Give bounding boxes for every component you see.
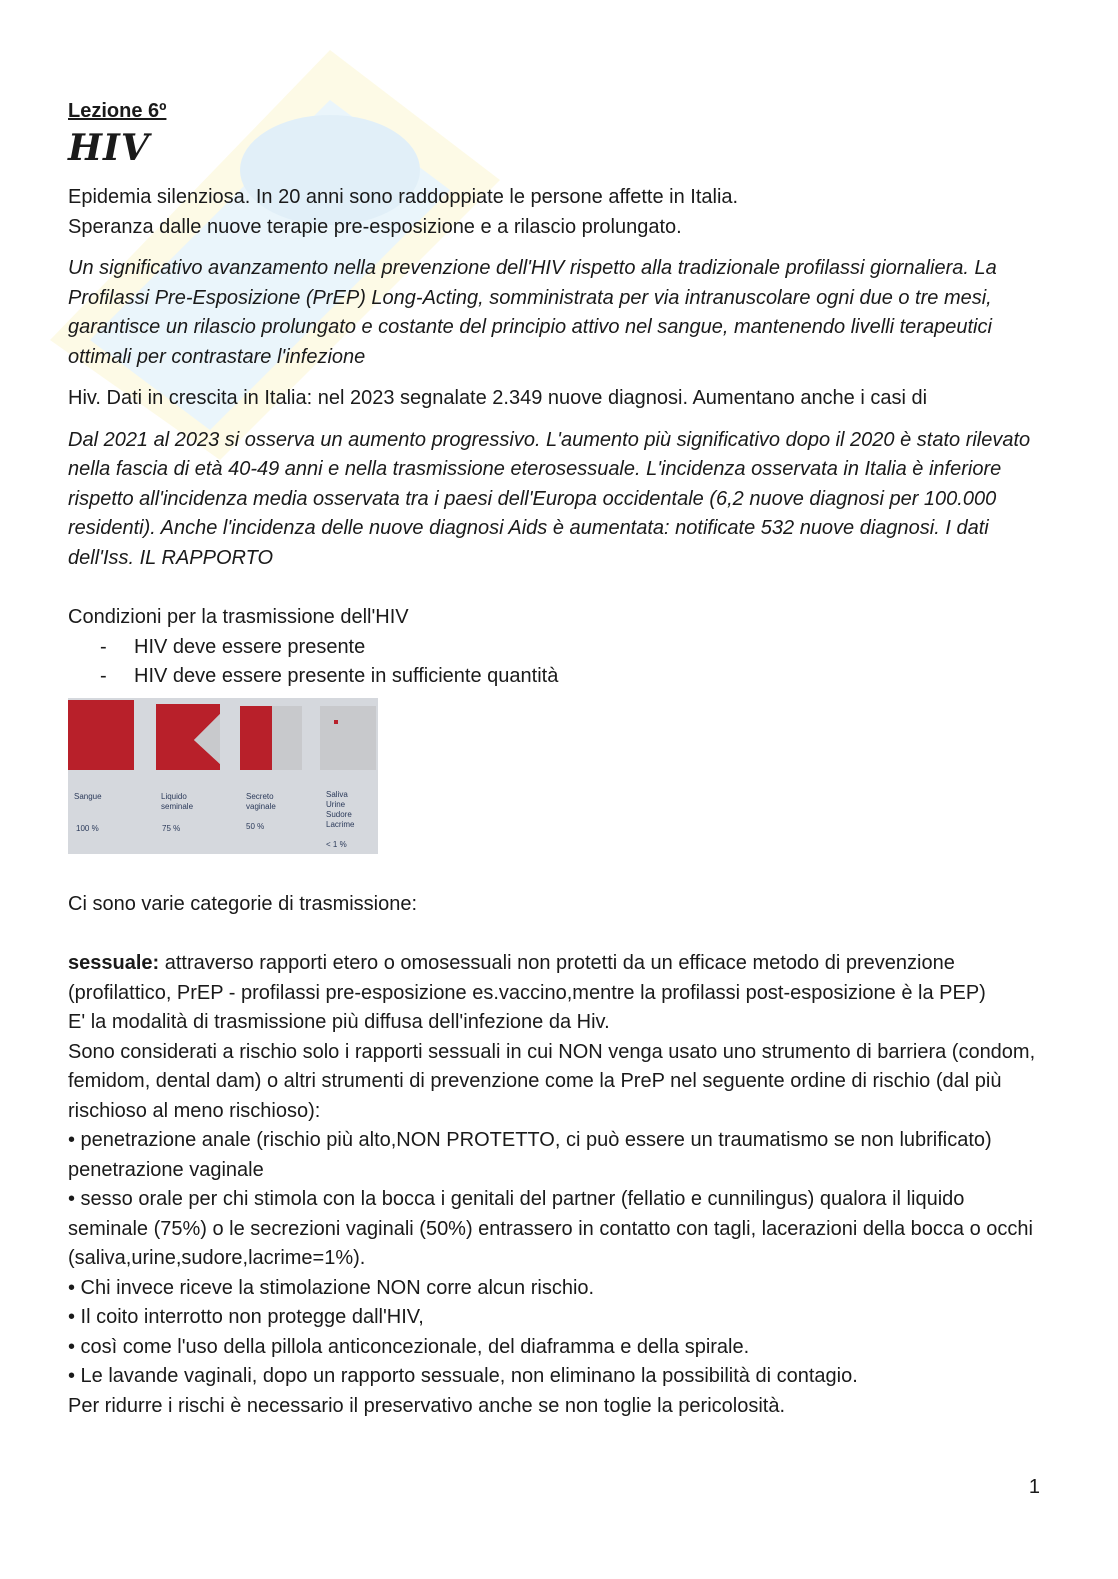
- list-item: • sesso orale per chi stimola con la bocca i genitali del partner (fellatio e cunnilingus) qualora il liquido seminale (75%) o le secrezioni vaginali (50%) entrassero in contatto con tagli, lacerazioni della bocca o occhi (saliva,urine,sudore,lacrime=1%).: [68, 1188, 1033, 1269]
- list-item: - HIV deve essere presente: [100, 633, 1048, 663]
- page-number: 1: [1028, 1476, 1040, 1498]
- prep-paragraph: Un significativo avanzamento nella prevenzione dell'HIV rispetto alla tradizionale profilassi giornaliera. La Profilassi Pre-Esposizione (PrEP) Long-Acting, somministrata per via intranuscolare ogni due o tre mesi, garantisce un rilascio prolungato e costante del principio attivo nel sangue, mantenendo livelli terapeutici ottimali per contrastare l'infezione: [68, 257, 997, 368]
- figure-label-blood: Sangue: [74, 791, 102, 801]
- conditions-list: [68, 633, 1048, 692]
- sexual-line-3: Sono considerati a rischio solo i rapporti sessuali in cui NON venga usato uno strumento di barriera (condom, femidom, dental dam) o altri strumenti di prevenzione come la PreP nel seguente ordine di rischio (dal più rischioso al meno rischioso):: [68, 1040, 1036, 1122]
- figure-value-semen: 75 %: [162, 823, 181, 833]
- intro-line-2: Speranza dalle nuove terapie pre-esposizione e a rilascio prolungato.: [68, 215, 682, 238]
- sexual-term: sessuale:: [68, 952, 160, 974]
- sexual-paragraph: [68, 949, 1048, 1008]
- lesson-title: Lezione 6º: [68, 100, 167, 122]
- categories-intro: Ci sono varie categorie di trasmissione:: [68, 892, 418, 915]
- list-item: • così come l'uso della pillola anticoncezionale, del diaframma e della spirale.: [68, 1335, 750, 1358]
- closing-line: Per ridurre i rischi è necessario il preservativo anche se non toglie la pericolosità.: [68, 1394, 786, 1417]
- figure-value-vaginal: 50 %: [246, 821, 265, 831]
- list-item: • Le lavande vaginali, dopo un rapporto sessuale, non eliminano la possibilità di contagio.: [68, 1365, 858, 1387]
- page-title: HIV: [68, 127, 150, 169]
- stats-paragraph: Dal 2021 al 2023 si osserva un aumento progressivo. L'aumento più significativo dopo il 2020 è stato rilevato nella fascia di età 40-49 anni e nella trasmissione eterosessuale. L'incidenza osservata in Italia è inferiore rispetto all'incidenza media osservata tra i paesi dell'Europa occidentale (6,2 nuove diagnosi per 100.000 residenti). Anche l'incidenza delle nuove diagnosi Aids è aumentata: notificate 532 nuove diagnosi. I dati dell'Iss. IL RAPPORTO: [68, 428, 1031, 569]
- document-page: [68, 97, 1048, 1421]
- figure-value-saliva: < 1 %: [326, 839, 347, 849]
- conditions-heading: Condizioni per la trasmissione dell'HIV: [68, 606, 409, 628]
- figure-label-saliva: Saliva Urine Sudore Lacrime: [326, 789, 355, 829]
- intro-line-1: Epidemia silenziosa. In 20 anni sono raddoppiate le persone affette in Italia.: [68, 186, 739, 208]
- list-item: • penetrazione anale (rischio più alto,NON PROTETTO, ci può essere un traumatismo se non lubrificato) penetrazione vaginale: [68, 1129, 992, 1181]
- figure-label-vaginal: Secreto vaginale: [246, 791, 276, 811]
- sexual-text: attraverso rapporti etero o omosessuali non protetti da un efficace metodo di prevenzione (profilattico, PrEP - profilassi pre-esposizione es.vaccino,mentre la profilassi post-esposizione è la PEP): [68, 952, 986, 1004]
- sexual-line-2: E' la modalità di trasmissione più diffusa dell'infezione da Hiv.: [68, 1011, 610, 1033]
- figure-value-blood: 100 %: [76, 823, 99, 833]
- figure-label-semen: Liquido seminale: [161, 791, 194, 811]
- list-item: • Il coito interrotto non protegge dall'HIV,: [68, 1306, 424, 1328]
- list-item: • Chi invece riceve la stimolazione NON corre alcun rischio.: [68, 1276, 595, 1299]
- figure-grey-block-saliva: [320, 698, 376, 854]
- data-line: Hiv. Dati in crescita in Italia: nel 2023 segnalate 2.349 nuove diagnosi. Aumentano anche i casi di: [68, 387, 928, 409]
- transmission-figure: [68, 698, 378, 854]
- list-item: - HIV deve essere presente in sufficiente quantità: [100, 662, 1048, 692]
